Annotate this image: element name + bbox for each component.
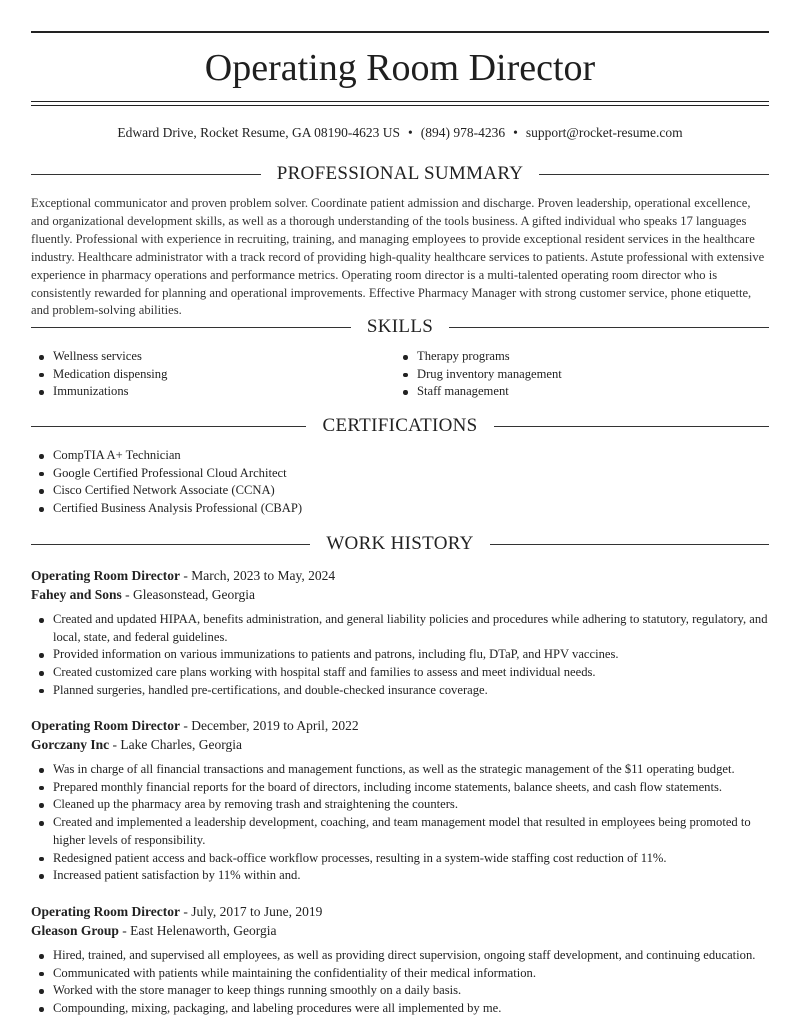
job-employer: Gleason Group: [31, 923, 119, 938]
contact-phone: (894) 978-4236: [420, 125, 506, 140]
heading-rule-right: [539, 174, 769, 175]
heading-rule-left: [31, 174, 261, 175]
job-employer: Gorczany Inc: [31, 737, 110, 752]
heading-rule-left: [31, 327, 351, 328]
job-role-line: [31, 716, 769, 735]
skill-item: Drug inventory management: [417, 366, 759, 384]
job-entry: [31, 566, 769, 700]
contact-line: [31, 124, 769, 142]
job-title: Operating Room Director: [31, 568, 180, 583]
job-bullet: Provided information on various immunizations to patients and patrons, including flu, DTaP, and HPV vaccines.: [53, 646, 769, 664]
contact-separator: •: [408, 125, 413, 140]
job-bullet: Worked with the store manager to keep things running smoothly on a daily basis.: [53, 982, 769, 1000]
job-location: - Gleasonstead, Georgia: [121, 587, 256, 602]
job-bullet: Created customized care plans working with hospital staff and families to assess and meet individual needs.: [53, 664, 769, 682]
summary-text: Exceptional communicator and proven problem solver. Coordinate patient admission and discharge. Proven leadership, operational excellence, and organizational development skills, as well as a thorough understanding of the tools business. A gifted individual who speaks 17 languages fluently. Professional with experience in recruiting, training, and managing employees to provide exceptional resident services in the healthcare industry. Healthcare administrator with a track record of providing high-quality healthcare services to patients. Astute professional with extensive experience in pharmacy operations and performance metrics. Operating room director is a multi-talented operating room director who is consistently rewarded for planning and operational improvements. Effective Pharmacy Manager with strong customer service, phone etiquette, and problem-solving abilities.: [31, 196, 765, 318]
job-bullet: Planned surgeries, handled pre-certifications, and double-checked insurance coverage.: [53, 682, 769, 700]
job-title: Operating Room Director: [31, 718, 180, 733]
certification-item: CompTIA A+ Technician: [53, 447, 769, 465]
summary-heading-label: PROFESSIONAL SUMMARY: [276, 163, 524, 184]
job-bullet: Hired, trained, and supervised all employees, as well as providing direct supervision, ongoing staff development, and continuing education.: [53, 947, 769, 965]
job-bullet: Was in charge of all financial transactions and management functions, as well as the strategic management of the $11 operating budget.: [53, 761, 769, 779]
job-bullet: Communicated with patients while maintaining the confidentiality of their medical information.: [53, 965, 769, 983]
job-role-line: [31, 566, 769, 585]
job-bullet: Prepared monthly financial reports for the board of directors, including income statements, balance sheets, and cash flow statements.: [53, 779, 769, 797]
certifications-heading: [31, 414, 769, 438]
certification-item: Certified Business Analysis Professional (CBAP): [53, 500, 769, 518]
heading-rule-right: [490, 544, 769, 545]
job-location: - Lake Charles, Georgia: [109, 737, 242, 752]
job-dates: - March, 2023 to May, 2024: [179, 568, 336, 583]
job-entry: [31, 902, 769, 1018]
job-dates: - July, 2017 to June, 2019: [179, 904, 323, 919]
heading-rule-left: [31, 426, 306, 427]
work-history-heading-label: WORK HISTORY: [326, 533, 474, 554]
job-bullet: Created and implemented a leadership development, coaching, and team management model that resulted in employees being promoted to higher levels of responsibility.: [53, 814, 769, 849]
certification-item: Cisco Certified Network Associate (CCNA): [53, 482, 769, 500]
skills-column-right: [395, 348, 759, 401]
job-bullet: Compounding, mixing, packaging, and labeling procedures were all implemented by me.: [53, 1000, 769, 1018]
certification-item: Google Certified Professional Cloud Architect: [53, 465, 769, 483]
skill-item: Medication dispensing: [53, 366, 395, 384]
certifications-list: [31, 447, 769, 518]
skill-item: Therapy programs: [417, 348, 759, 366]
job-employer-line: [31, 735, 769, 754]
contact-separator: •: [513, 125, 518, 140]
job-bullet: Redesigned patient access and back-office workflow processes, resulting in a system-wide staffing cost reduction of 11%.: [53, 850, 769, 868]
contact-email: support@rocket-resume.com: [525, 125, 683, 140]
job-employer-line: [31, 921, 769, 940]
page-title: Operating Room Director: [204, 47, 596, 89]
job-dates: - December, 2019 to April, 2022: [179, 718, 359, 733]
work-history-heading: [31, 532, 769, 556]
job-employer: Fahey and Sons: [31, 587, 122, 602]
skills-heading: [31, 315, 769, 339]
heading-rule-right: [494, 426, 769, 427]
skill-item: Immunizations: [53, 383, 395, 401]
skill-item: Staff management: [417, 383, 759, 401]
title-double-rule: [31, 101, 769, 106]
top-rule: [31, 31, 769, 33]
summary-heading: [31, 162, 769, 186]
skills-heading-label: SKILLS: [366, 316, 434, 337]
job-title: Operating Room Director: [31, 904, 180, 919]
skill-item: Wellness services: [53, 348, 395, 366]
contact-address: Edward Drive, Rocket Resume, GA 08190-4623 US: [117, 125, 401, 140]
heading-rule-left: [31, 544, 310, 545]
job-bullet: Cleaned up the pharmacy area by removing trash and straightening the counters.: [53, 796, 769, 814]
job-employer-line: [31, 585, 769, 604]
job-bullet: Increased patient satisfaction by 11% within and.: [53, 867, 769, 885]
job-bullet: Created and updated HIPAA, benefits administration, and general liability policies and procedures while adhering to statutory, regulatory, and local, state, and federal guidelines.: [53, 611, 769, 646]
job-role-line: [31, 902, 769, 921]
skills-list: [31, 348, 769, 401]
job-location: - East Helenaworth, Georgia: [118, 923, 277, 938]
certifications-heading-label: CERTIFICATIONS: [322, 415, 478, 436]
heading-rule-right: [449, 327, 769, 328]
job-entry: [31, 716, 769, 885]
skills-column-left: [31, 348, 395, 401]
